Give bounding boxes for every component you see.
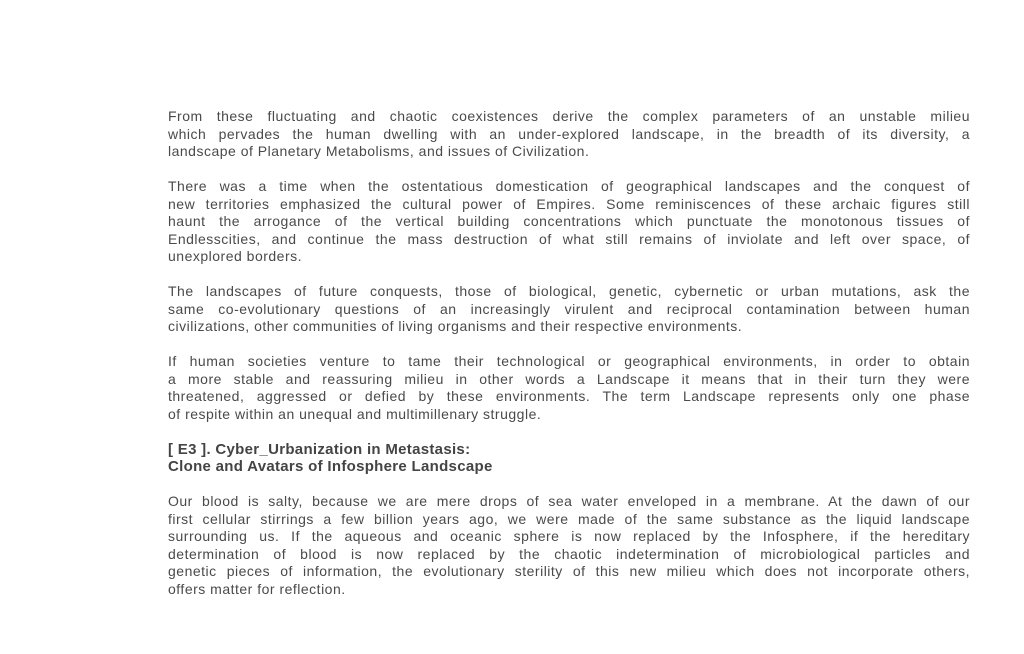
paragraph-line: From these fluctuating and chaotic coexistences derive the complex parameters of an unstable milieu [168,108,970,124]
paragraph [168,493,970,598]
document-body [168,108,970,616]
paragraph-line: landscape of Planetary Metabolisms, and issues of Civilization. [168,143,590,159]
paragraph-line: haunt the arrogance of the vertical building concentrations which punctuate the monotonous tissues of [168,213,970,229]
paragraph-line: of respite within an unequal and multimillenary struggle. [168,405,542,422]
paragraph-line: If human societies venture to tame their technological or geographical environments, in order to obtain [168,353,970,369]
section-heading [168,441,970,476]
section-heading-line: Clone and Avatars of Infosphere Landscape [168,458,493,475]
paragraph-line: Endlesscities, and continue the mass destruction of what still remains of inviolate and left over space, of [168,230,970,247]
paragraph-line: genetic pieces of information, the evolutionary sterility of this new milieu which does not incorporate others, [168,563,970,579]
paragraph-line: same co-evolutionary questions of an increasingly virulent and reciprocal contamination between human [168,300,970,317]
paragraph [168,353,970,423]
paragraph-line: new territories emphasized the cultural power of Empires. Some reminiscences of these archaic figures still [168,195,970,212]
paragraph-line: surrounding us. If the aqueous and oceanic sphere is now replaced by the Infosphere, if the hereditary [168,528,970,544]
paragraph-line: offers matter for reflection. [168,580,346,597]
paragraph-line: Our blood is salty, because we are mere drops of sea water enveloped in a membrane. At the dawn of our [168,493,970,509]
paragraph-line: a more stable and reassuring milieu in other words a Landscape it means that in their turn they were [168,370,970,387]
paragraph-line: which pervades the human dwelling with an under-explored landscape, in the breadth of its diversity, a [168,125,970,142]
paragraph [168,283,970,336]
paragraph-line: There was a time when the ostentatious domestication of geographical landscapes and the conquest of [168,178,970,194]
section-heading-line: [ E3 ]. Cyber_Urbanization in Metastasis: [168,440,471,458]
paragraph-line: threatened, aggressed or defied by these environments. The term Landscape represents only one phase [168,388,970,404]
paragraph [168,108,970,161]
paragraph-line: determination of blood is now replaced by the chaotic indetermination of microbiological particles and [168,545,970,562]
paragraph-line: The landscapes of future conquests, those of biological, genetic, cybernetic or urban mutations, ask the [168,283,970,299]
paragraph-line: first cellular stirrings a few billion years ago, we were made of the same substance as the liquid landscape [168,510,970,527]
paragraph-line: civilizations, other communities of living organisms and their respective environments. [168,318,743,334]
paragraph [168,178,970,266]
paragraph-line: unexplored borders. [168,248,303,264]
